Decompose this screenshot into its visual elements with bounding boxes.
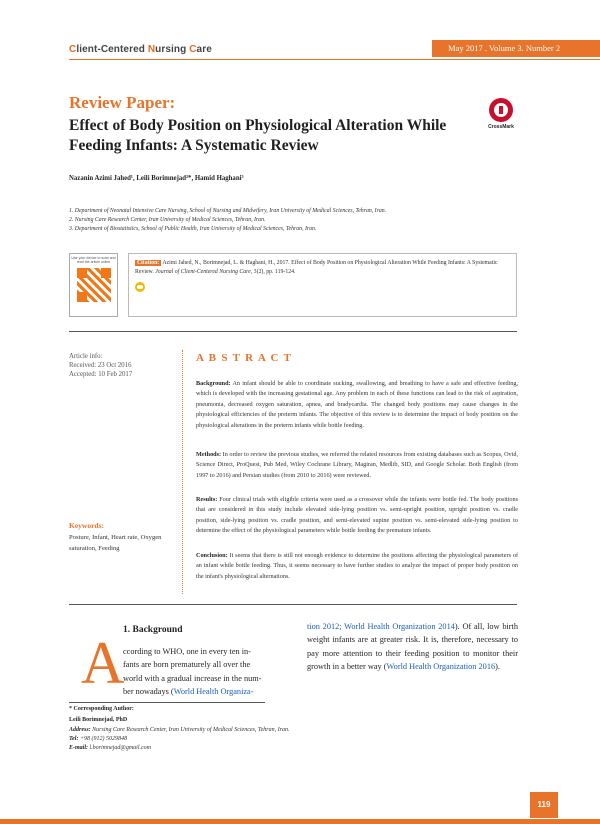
citation-box [69,253,517,317]
abstract-background [196,379,518,431]
citation-volume: 3(2), pp. 119-124. [253,268,296,275]
citation-journal: Journal of Client-Centered Nursing Care, [155,268,253,275]
corresponding-address [69,727,289,733]
qr-code-icon[interactable] [77,268,111,302]
email-value[interactable]: l.borimnejad@gmail.com [89,745,152,751]
body-right-column [307,620,518,674]
tel-value: +98 (912) 5029848 [79,736,127,742]
qr-panel [69,253,118,317]
address-value: Nursing Care Research Center, Iran University of Medical Sciences, Tehran, Iran. [92,727,290,733]
body-left-column [123,645,283,699]
affiliation-1: 1. Department of Neonatal Intensive Care Nursing, School of Nursing and Midwifery, Iran University of Medical Sciences, Tehran, Iran. [69,208,387,214]
results-label: Results: [196,496,218,503]
crossmark-button[interactable] [483,98,519,130]
results-text: Four clinical trials with eligible criteria were used as a crossover while the infants were bottle fed. The body positions that are considered in this study include elevated side-lying position vs. semi-upright position, upright position vs. cradle position, side-lying position vs. cradle position, and semi-elevated supine position vs. semi-elevated side-lying position to determine the effect of the physiological parameters while bottle feeding the premature infants. [196,496,518,535]
background-heading: 1. Background [123,625,183,635]
conclusion-text: It seems that there is still not enough evidence to determine the positions affecting the physiological parameters of an infant while bottle feeding. Thus, it seems necessary to have further studies to analyze the impact of proper body position on the infant's physiological alternations. [196,552,519,580]
keywords-heading: Keywords: [69,521,104,530]
paper-title: Effect of Body Position on Physiological Alteration While Feeding Infants: A Systematic Review [69,117,447,154]
footnote-rule [69,702,265,703]
corresponding-tel [69,736,127,742]
author-list: Nazanin Azimi Jahed¹, Leili Borimnejad²*, Hamid Haghani³ [69,175,244,182]
conclusion-label: Conclusion: [196,552,228,559]
journal-name-part: are [196,44,212,55]
citation-panel [128,253,517,317]
tel-label: Tel: [69,736,79,742]
corresponding-heading: * Corresponding Author: [69,706,134,712]
body-line: ccording to WHO, one in every ten in- [123,647,251,656]
article-info [69,352,132,379]
methods-label: Methods: [196,451,222,458]
body-text-span: ber nowadays ( [123,687,174,697]
abstract-results [196,495,518,537]
journal-name-part: lient-Centered [76,44,148,55]
keywords-list: Posture, Infant, Heart rate, Oxygen saturation, Feeding [69,534,162,552]
journal-name-initial: C [189,44,197,55]
drop-cap: A [81,630,125,696]
citation-label: Citation: [137,260,160,266]
column-divider [182,350,183,594]
doi-icon[interactable] [135,282,145,292]
body-line [123,685,283,698]
journal-name [69,44,212,55]
corresponding-name: Leili Borimnejad, PhD [69,717,128,723]
abstract-title: A B S T R A C T [196,352,293,364]
abstract-methods [196,450,518,481]
email-label: E-mail: [69,745,88,751]
qr-caption: Use your device to scan and read the article online [71,256,116,264]
citation-body: Azimi Jahed, N., Borimnejad, L. & Haghani, H., 2017. Effect of Body Position on Physiological Alteration While Feeding Infants: A Systematic Review. [135,260,498,275]
citation-text [135,259,510,276]
affiliation-2: 2. Nursing Care Research Center, Iran University of Medical Sciences, Tehran, Iran. [69,217,266,223]
reference-link[interactable]: World Health Organiza- [173,687,254,697]
abstract-conclusion [196,551,518,582]
body-text-span: ). Of all, low birth weight infants are at greater risk. It is, therefore, necessary to pay more attention to their feeding position to monitor their growth in a better way ( [307,622,518,672]
page-number: 119 [530,792,558,818]
article-info-heading: Article info: [69,353,103,360]
methods-text: In order to review the previous studies, we referred the related resources from existing databases such as Scopus, Ovid, Science Direct, ProQuest, Pub Med, Wiley Cochrane Library, Magiran, Medlib, SID, and Google Scholar. Both English (from 1997 to 2016) and Persian studies (from 2010 to 2016) were reviewed. [196,451,519,479]
journal-name-part: ursing [155,44,190,55]
background-text: An infant should be able to coordinate sucking, swallowing, and breathing to have a safe and effective feeding, which is developed with the increasing gestational age. Any problem in each of these functions can lead to the risk of aspiration, pneumonia, decreased oxygen saturation, apnea, and bradycardia. The changed body positions may cause changes in the physiological efficiencies of the preterm infants. The objective of this review is to determine the impact of body position on the physiological alterations in the preterm infants while bottle feeding. [196,380,518,429]
header-rule [69,59,600,60]
journal-name-initial: C [69,44,77,55]
address-label: Address: [69,727,91,733]
body-line: world with a gradual increase in the num- [123,673,262,683]
accepted-date: Accepted: 10 Feb 2017 [69,371,133,378]
paper-type-label: Review Paper: [69,93,176,112]
background-label: Background: [196,380,231,387]
crossmark-label: CrossMark [488,124,514,130]
body-line: fants are born prematurely all over the [123,660,251,670]
body-text-span: ). [495,662,500,672]
section-divider-2 [69,604,517,605]
affiliation-3: 3. Department of Biostatistics, School of Public Health, Iran University of Medical Sciences, Tehran, Iran. [69,226,317,232]
reference-link[interactable]: World Health Organization 2016 [386,662,496,672]
received-date: Received: 23 Oct 2016 [69,362,132,369]
crossmark-icon [489,98,513,122]
reference-link[interactable]: tion 2012; World Health Organization 2014 [307,622,455,631]
section-divider [69,331,517,332]
footer-bar [0,819,600,824]
corresponding-email [69,745,151,751]
issue-banner: May 2017 . Volume 3. Number 2 [432,40,600,57]
journal-name-initial: N [147,44,156,55]
